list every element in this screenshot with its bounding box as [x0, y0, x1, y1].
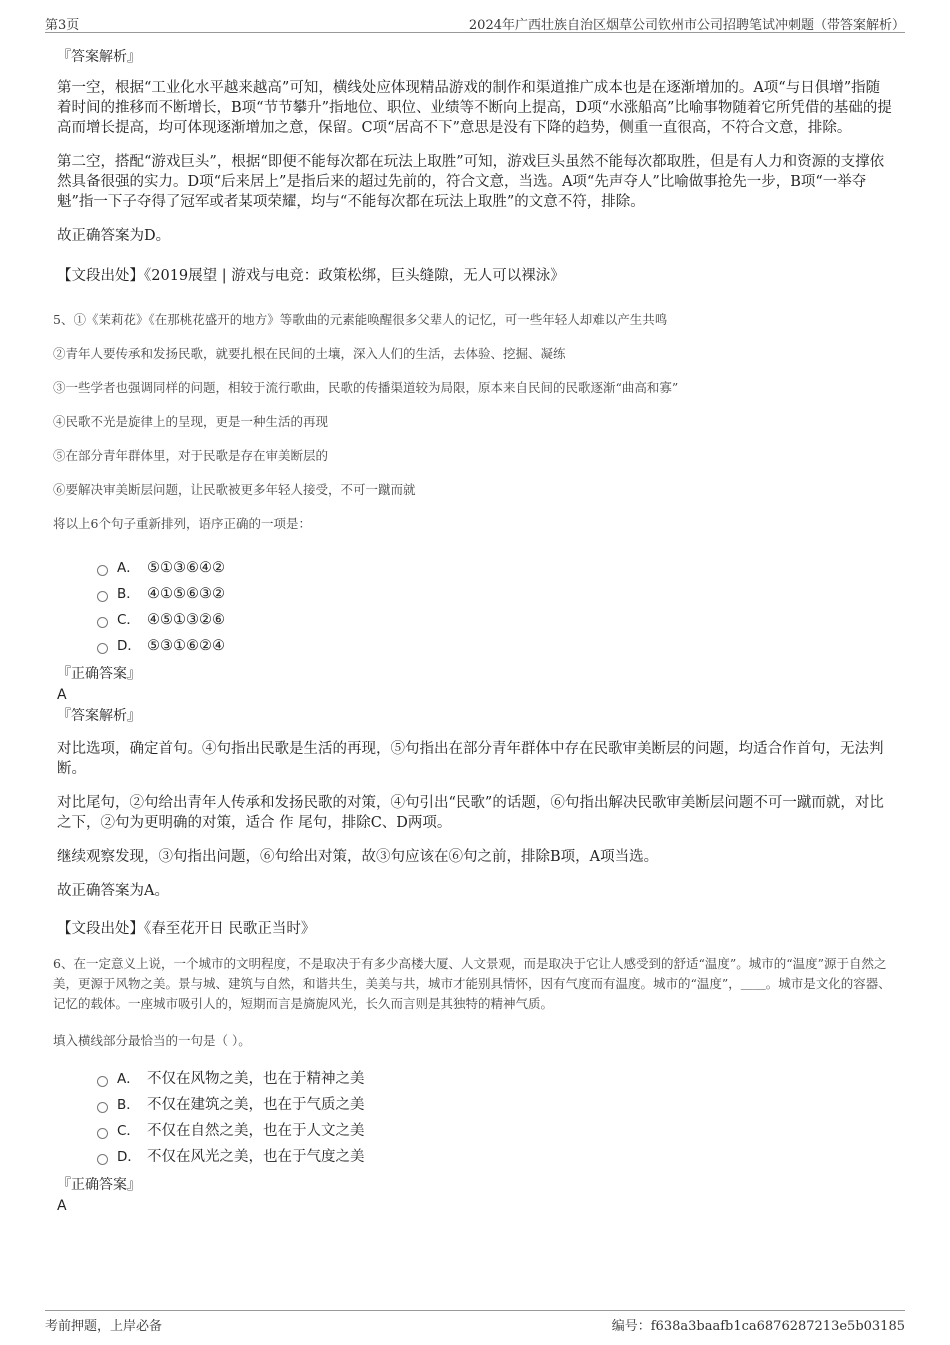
radio-icon[interactable] — [97, 1154, 108, 1165]
question-line: ③一些学者也强调同样的问题，相较于流行歌曲，民歌的传播渠道较为局限，原本来自民间的民歌逐渐“曲高和寡” — [53, 380, 679, 395]
analysis-label: 『答案解析』 — [57, 708, 141, 724]
analysis-paragraph: 继续观察发现，③句指出问题，⑥句给出对策，故③句应该在⑥句之前，排除B项，A项当选。 — [57, 849, 659, 865]
correct-answer-value: A — [57, 687, 67, 703]
correct-answer-label: 『正确答案』 — [57, 666, 141, 682]
option-a[interactable]: A． ⑤①③⑥④② — [97, 555, 895, 581]
option-a[interactable]: A． 不仅在风物之美，也在于精神之美 — [97, 1066, 895, 1092]
question-line: ④民歌不光是旋律上的呈现，更是一种生活的再现 — [53, 414, 329, 429]
page-header — [45, 10, 905, 33]
analysis-paragraph: 对比选项，确定首句。④句指出民歌是生活的再现，⑤句指出在部分青年群体中存在民歌审美断层的问题，均适合作首句，无法判断。 — [57, 741, 884, 777]
option-b[interactable]: B． ④①⑤⑥③② — [97, 581, 895, 607]
correct-answer-value: A — [57, 1198, 67, 1214]
analysis-paragraph: 故正确答案为D。 — [57, 228, 171, 244]
question-6 — [55, 954, 895, 1214]
option-c[interactable]: C． 不仅在自然之美，也在于人文之美 — [97, 1118, 895, 1144]
radio-icon[interactable] — [97, 1076, 108, 1087]
radio-icon[interactable] — [97, 591, 108, 602]
source-citation: 【文段出处】《春至花开日 民歌正当时》 — [57, 921, 316, 937]
question-line: ⑥要解决审美断层问题，让民歌被更多年轻人接受，不可一蹴而就 — [53, 482, 416, 497]
analysis-label: 『答案解析』 — [57, 49, 141, 65]
analysis-paragraph: 对比尾句，②句给出青年人传承和发扬民歌的对策，④句引出“民歌”的话题，⑥句指出解决民歌审美断层问题不可一蹴而就，对比之下，②句为更明确的对策，适合 作 尾句，排除C、D两项。 — [57, 795, 884, 831]
analysis-paragraph: 第一空，根据“工业化水平越来越高”可知，横线处应体现精品游戏的制作和渠道推广成本也是在逐渐增加的。A项“与日俱增”指随着时间的推移而不断增长，B项“节节攀升”指地位、职位、业绩等不断向上提高，D项“水涨船高”比喻事物随着它所凭借的基础的提高而增长提高，均可体现逐渐增加之意，保留。C项“居高不下”意思是没有下降的趋势，侧重一直很高，不符合文意，排除。 — [57, 80, 892, 136]
footer-slogan: 考前押题，上岸必备 — [45, 1319, 163, 1334]
option-c[interactable]: C． ④⑤①③②⑥ — [97, 607, 895, 633]
radio-icon[interactable] — [97, 565, 108, 576]
question-line: ⑤在部分青年群体里，对于民歌是存在审美断层的 — [53, 448, 329, 463]
question-line: 5、①《茉莉花》《在那桃花盛开的地方》等歌曲的元素能唤醒很多父辈人的记忆，可一些年轻人却难以产生共鸣 — [53, 312, 668, 327]
correct-answer-label: 『正确答案』 — [57, 1177, 141, 1193]
document-title: 2024年广西壮族自治区烟草公司钦州市公司招聘笔试冲刺题（带答案解析） — [468, 18, 905, 33]
question-instruction: 填入横线部分最恰当的一句是（ ）。 — [53, 1033, 251, 1048]
question-line: ②青年人要传承和发扬民歌，就要扎根在民间的土壤，深入人们的生活，去体验、挖掘、凝练 — [53, 346, 566, 361]
page-footer — [45, 1310, 905, 1333]
document-body — [55, 44, 895, 1216]
option-d[interactable]: D． ⑤③①⑥②④ — [97, 633, 895, 659]
question-instruction: 将以上6个句子重新排列，语序正确的一项是： — [53, 516, 311, 531]
option-b[interactable]: B． 不仅在建筑之美，也在于气质之美 — [97, 1092, 895, 1118]
radio-icon[interactable] — [97, 643, 108, 654]
document-id: 编号：f638a3baafb1ca6876287213e5b03185 — [611, 1319, 905, 1334]
question-stem: 6、在一定意义上说，一个城市的文明程度，不是取决于有多少高楼大厦、人文景观，而是取决于它让人感受到的舒适“温度”。城市的“温度”源于自然之美，更源于风物之美。景与城、建筑与自然，和谐共生，美美与共，城市才能别具情怀，因有气度而有温度。城市的“温度”，＿＿。城市是文化的容器、记忆的载体。一座城市吸引人的，短期而言是旖旎风光，长久而言则是其独特的精神气质。 — [53, 956, 891, 1011]
analysis-paragraph: 故正确答案为A。 — [57, 883, 169, 899]
radio-icon[interactable] — [97, 617, 108, 628]
question-5 — [55, 311, 895, 938]
radio-icon[interactable] — [97, 1102, 108, 1113]
page-number: 第3页 — [45, 18, 80, 33]
analysis-paragraph: 第二空，搭配“游戏巨头”，根据“即便不能每次都在玩法上取胜”可知，游戏巨头虽然不能每次都取胜，但是有人力和资源的支撑依然具备很强的实力。D项“后来居上”是指后来的超过先前的，符合文意，当选。A项“先声夺人”比喻做事抢先一步，B项“一举夺魁”指一下子夺得了冠军或者某项荣耀，均与“不能每次都在玩法上取胜”的文意不符，排除。 — [57, 154, 885, 210]
radio-icon[interactable] — [97, 1128, 108, 1139]
option-d[interactable]: D． 不仅在风光之美，也在于气度之美 — [97, 1144, 895, 1170]
source-citation: 【文段出处】《2019展望 | 游戏与电竞：政策松绑，巨头缝隙，无人可以裸泳》 — [57, 268, 565, 284]
